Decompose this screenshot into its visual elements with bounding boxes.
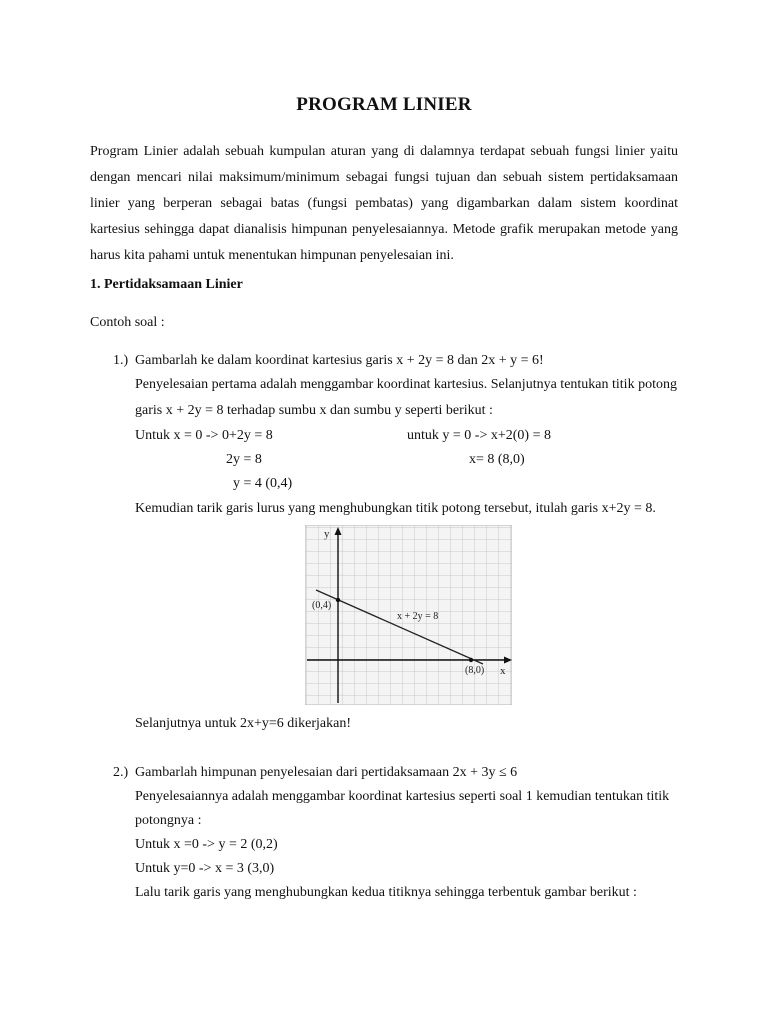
point-label-0-4: (0,4) <box>312 600 332 611</box>
y-axis-label: y <box>324 528 330 540</box>
calc-left-1: Untuk x = 0 -> 0+2y = 8 <box>135 428 273 443</box>
problem-2-text-line-1: Penyelesaiannya adalah menggambar koordinat kartesius seperti soal 1 kemudian tentukan titik <box>135 789 670 804</box>
problem-2-step-2: Untuk y=0 -> x = 3 (3,0) <box>135 861 275 876</box>
calc-left-2: 2y = 8 <box>226 452 262 467</box>
problem-2-number: 2.) <box>113 765 129 780</box>
problem-2-statement: Gambarlah himpunan penyelesaian dari pertidaksamaan 2x + 3y ≤ 6 <box>135 765 518 780</box>
line-label: x + 2y = 8 <box>397 611 439 622</box>
calc-left-3: y = 4 (0,4) <box>233 476 293 491</box>
intro-paragraph: Program Linier adalah sebuah kumpulan aturan yang di dalamnya terdapat sebuah fungsi linier yaitu dengan mencari nilai maksimum/minimum sebagai fungsi tujuan dan sebuah sistem pertidaksamaan linier yang berperan sebagai batas (fungsi pembatas) yang digambarkan dalam sistem koordinat kartesius sehingga dapat dianalisis himpunan penyelesaiannya. Metode grafik merupakan metode yang harus kita pahami untuk menentukan himpunan penyelesaian ini. <box>90 144 678 263</box>
calc-right-2: x= 8 (8,0) <box>469 452 525 467</box>
problem-2-text-line-2: potongnya : <box>135 813 202 828</box>
problem-1-then: Kemudian tarik garis lurus yang menghubungkan titik potong tersebut, itulah garis x+2y = 8. <box>135 501 656 516</box>
calc-right-1: untuk y = 0 -> x+2(0) = 8 <box>407 428 551 443</box>
problem-1-next: Selanjutnya untuk 2x+y=6 dikerjakan! <box>135 716 352 731</box>
point-label-8-0: (8,0) <box>465 665 485 676</box>
section-heading: 1. Pertidaksamaan Linier <box>90 277 243 292</box>
problem-1-number: 1.) <box>113 353 129 368</box>
point-0-4 <box>336 598 340 602</box>
x-axis-label: x <box>500 665 506 677</box>
problem-2-step-3: Lalu tarik garis yang menghubungkan kedua titiknya sehingga terbentuk gambar berikut : <box>135 885 637 900</box>
problem-1-text-line-1: Penyelesaian pertama adalah menggambar koordinat kartesius. Selanjutnya tentukan titik potong <box>135 377 677 392</box>
page-title: PROGRAM LINIER <box>296 94 472 115</box>
cartesian-graph <box>305 525 512 705</box>
problem-1-statement: Gambarlah ke dalam koordinat kartesius garis x + 2y = 8 dan 2x + y = 6! <box>135 353 544 368</box>
problem-1-text-line-2: garis x + 2y = 8 terhadap sumbu x dan sumbu y seperti berikut : <box>135 403 493 418</box>
problem-2-step-1: Untuk x =0 -> y = 2 (0,2) <box>135 837 278 852</box>
point-8-0 <box>469 658 473 662</box>
example-label: Contoh soal : <box>90 315 165 330</box>
